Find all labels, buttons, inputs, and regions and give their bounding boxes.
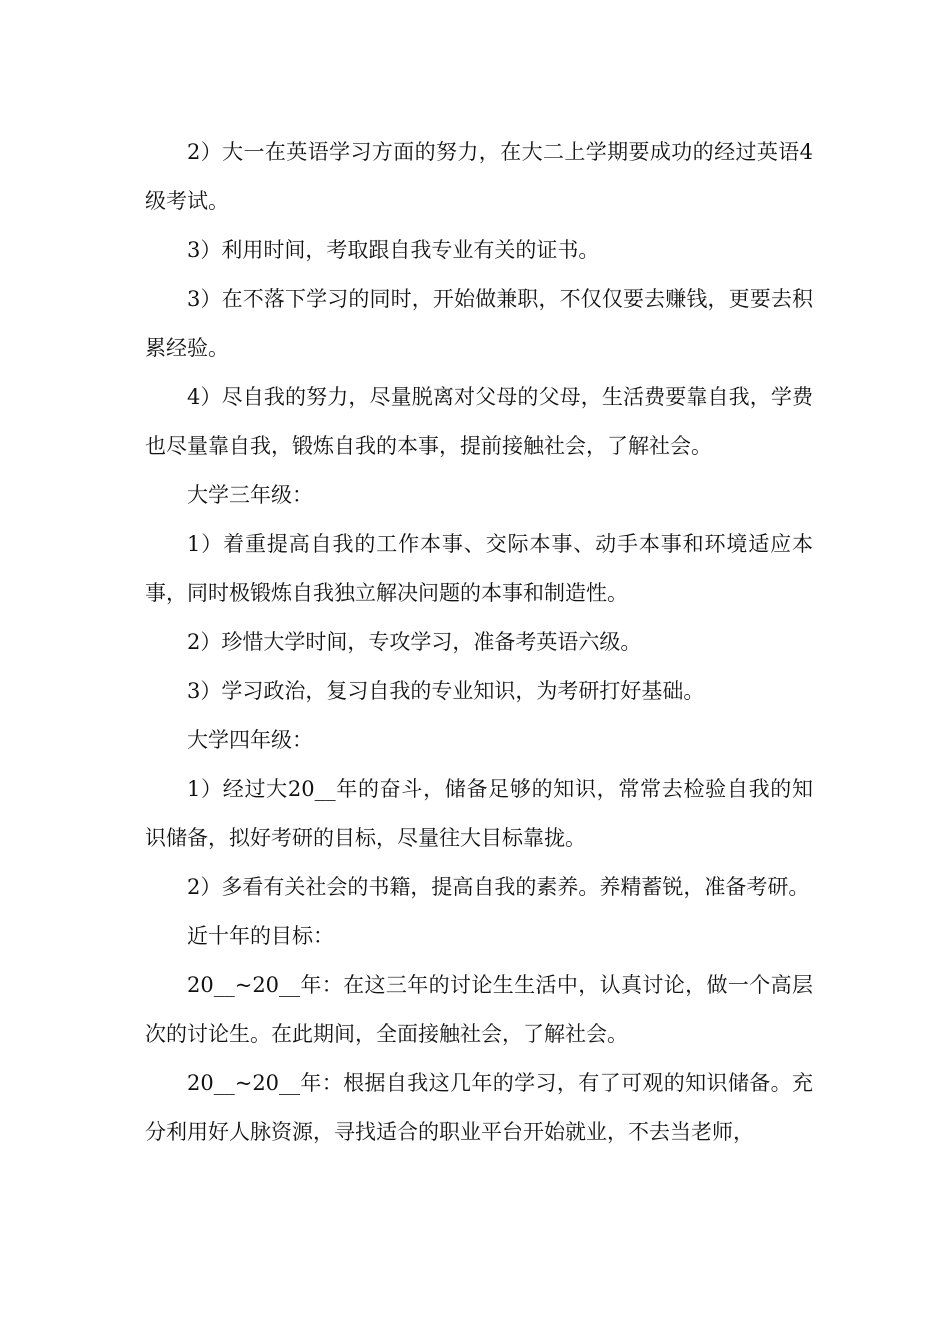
heading-senior-year: 大学四年级： [187, 728, 313, 752]
paragraph-politics: 3）学习政治，复习自我的专业知识，为考研打好基础。 [187, 679, 705, 703]
paragraph-independence: 4）尽自我的努力，尽量脱离对父母的父母，生活费要靠自我，学费也尽量靠自我，锻炼自我的本事，提前接触社会，了解社会。 [145, 385, 813, 458]
paragraph-knowledge-reserve: 1）经过大20__年的奋斗，储备足够的知识，常常去检验自我的知识储备，拟好考研的目标，尽量往大目标靠拢。 [145, 777, 813, 850]
paragraph-certificates: 3）利用时间，考取跟自我专业有关的证书。 [187, 238, 600, 262]
heading-junior-year: 大学三年级： [187, 483, 313, 507]
document-body [145, 128, 813, 1157]
paragraph-reading: 2）多看有关社会的书籍，提高自我的素养。养精蓄锐，准备考研。 [187, 875, 810, 899]
paragraph-cet6: 2）珍惜大学时间，专攻学习，准备考英语六级。 [187, 630, 642, 654]
paragraph-part-time-job: 3）在不落下学习的同时，开始做兼职，不仅仅要去赚钱，更要去积累经验。 [145, 287, 813, 360]
paragraph-abilities: 1）着重提高自我的工作本事、交际本事、动手本事和环境适应本事，同时极锻炼自我独立解决问题的本事和制造性。 [145, 532, 813, 605]
paragraph-goal-cet4: 2）大一在英语学习方面的努力，在大二上学期要成功的经过英语4级考试。 [145, 140, 813, 213]
paragraph-graduate-study: 20__~20__年：在这三年的讨论生生活中，认真讨论，做一个高层次的讨论生。在此期间，全面接触社会，了解社会。 [145, 973, 813, 1046]
paragraph-career-start: 20__~20__年：根据自我这几年的学习，有了可观的知识储备。充分利用好人脉资源，寻找适合的职业平台开始就业，不去当老师， [145, 1071, 813, 1144]
heading-ten-year-goals: 近十年的目标： [187, 924, 334, 948]
